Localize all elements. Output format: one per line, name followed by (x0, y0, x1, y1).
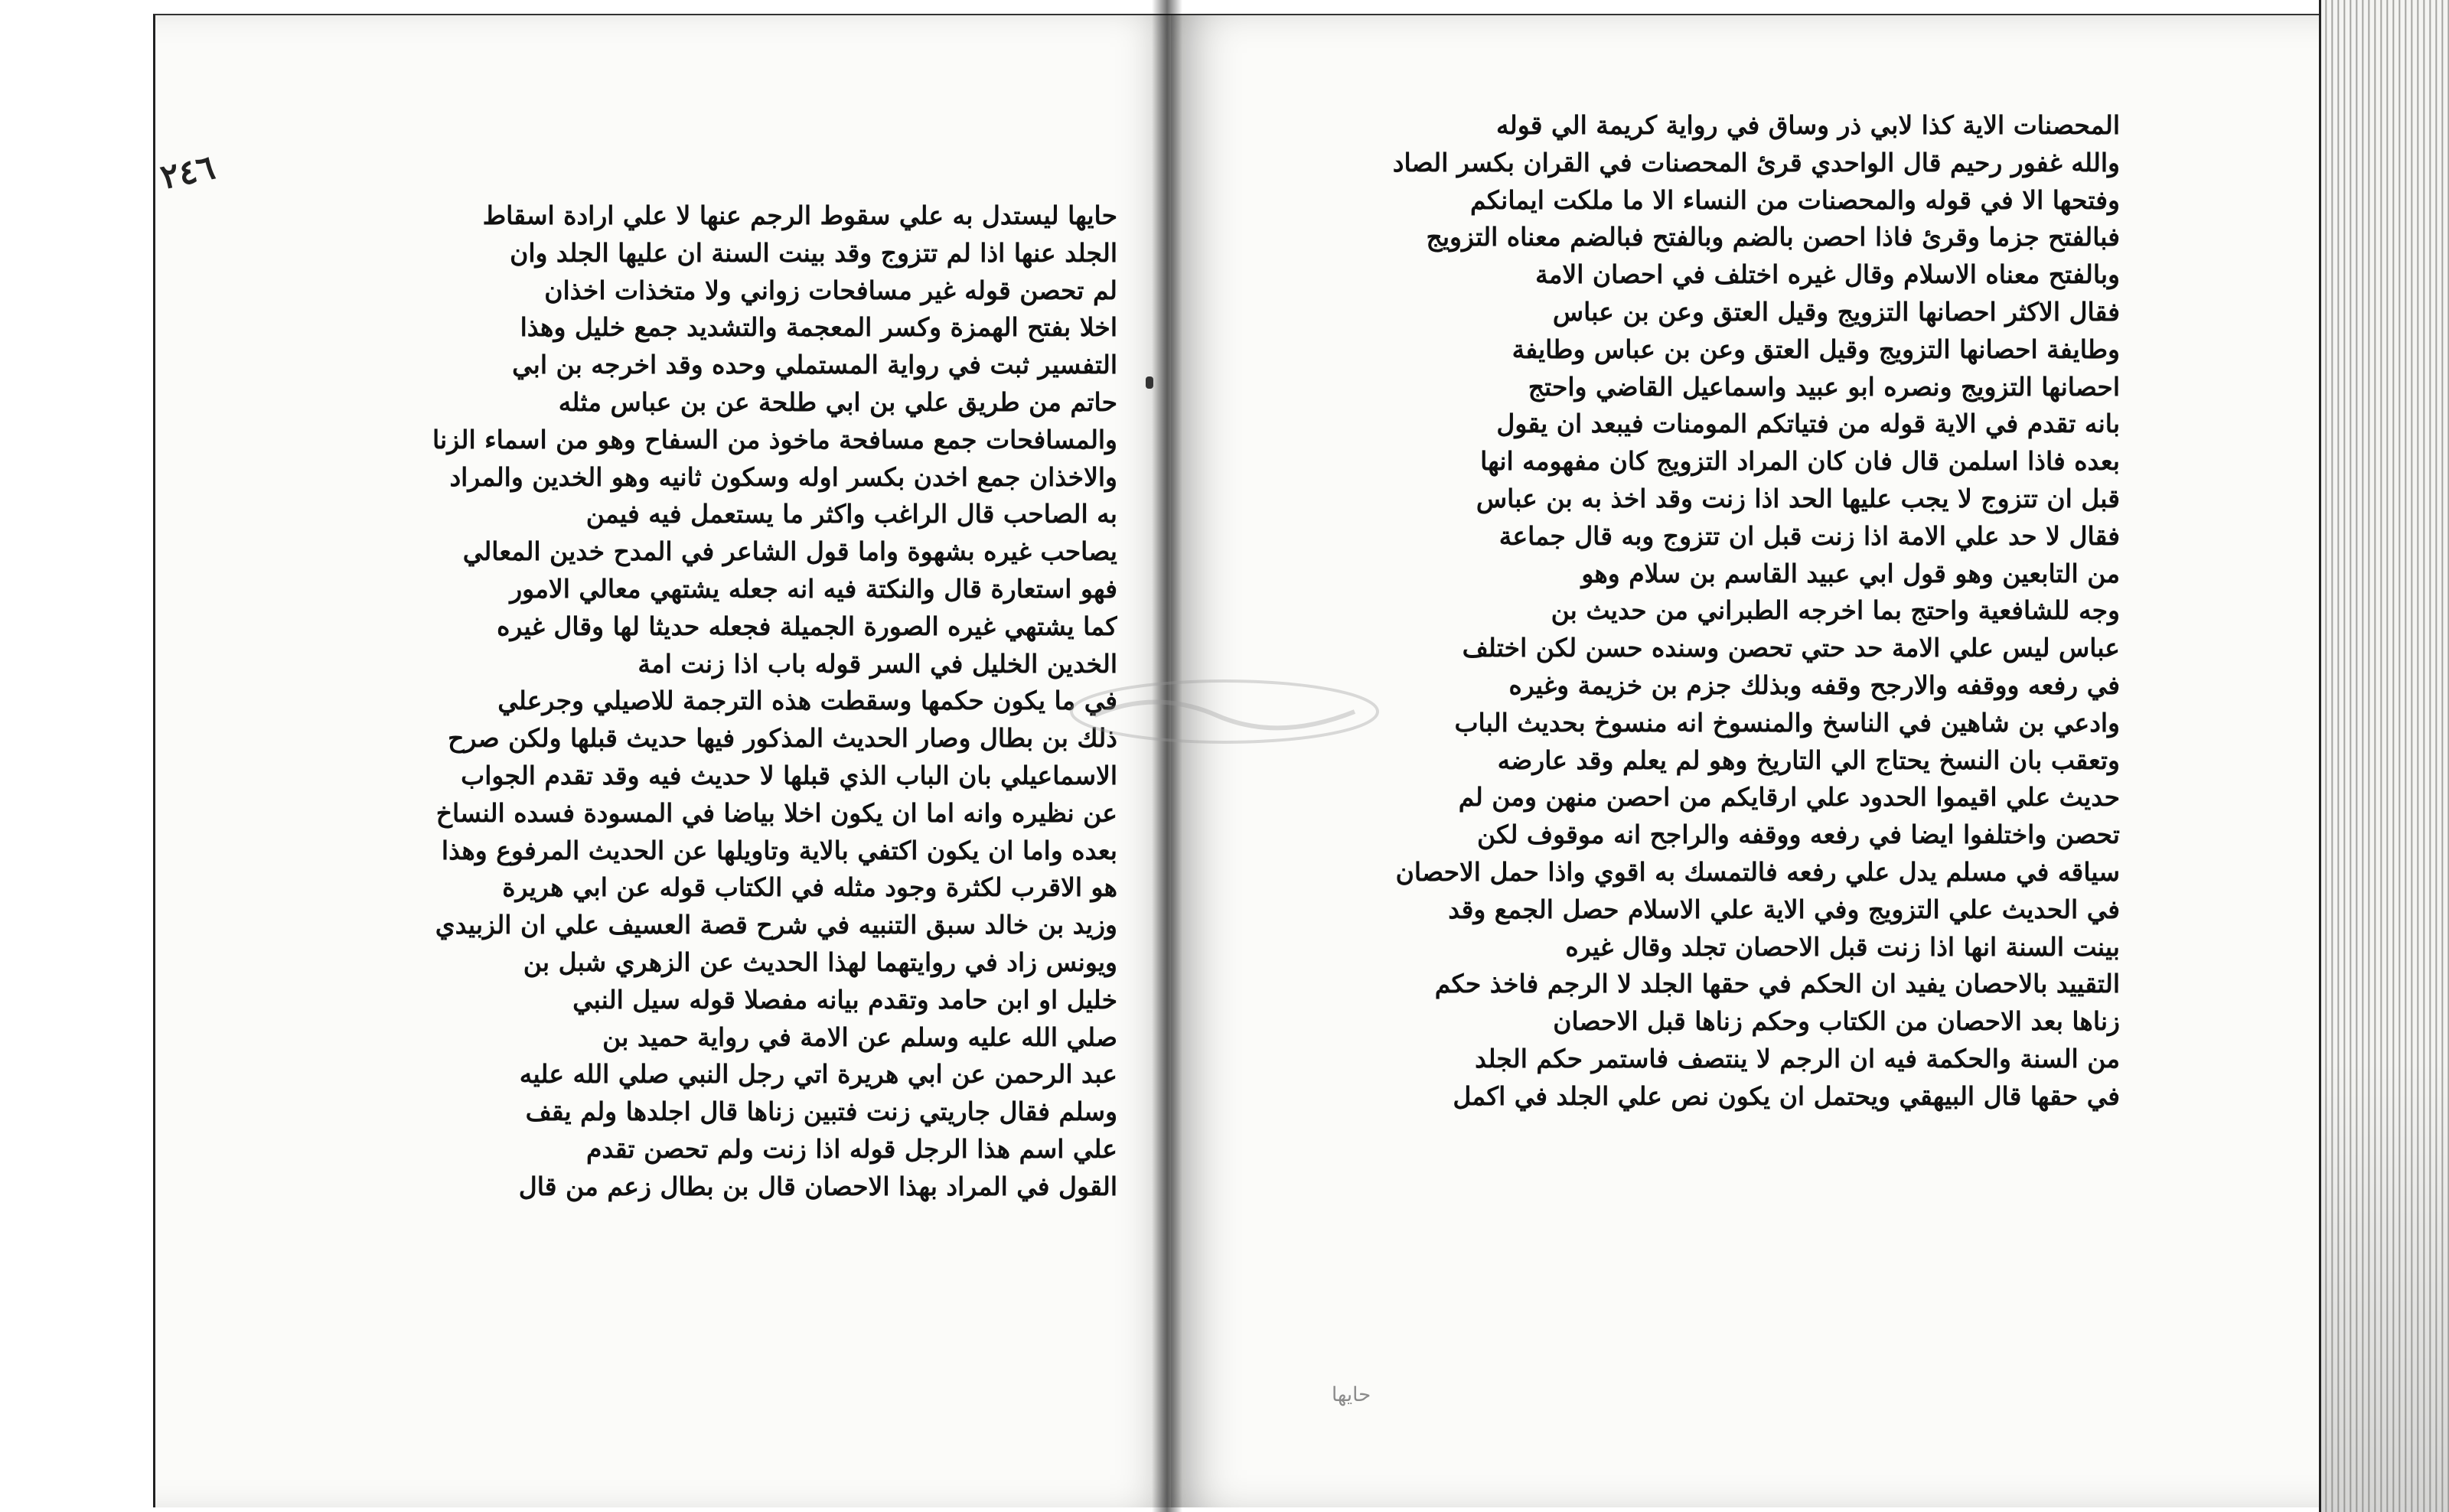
right-page-line: والله غفور رحيم قال الواحدي قرئ المحصنات في القران بكسر الصاد (1392, 147, 2120, 178)
left-page-line: في ما يكون حكمها وسقطت هذه الترجمة للاصيلي وجرعلي (497, 686, 1117, 716)
left-page-line: ذلك بن بطال وصار الحديث المذكور فيها حديث قبلها ولكن صرح (448, 723, 1117, 754)
left-page-line: التفسير ثبت في رواية المستملي وحده وقد اخرجه بن ابي (512, 350, 1117, 380)
right-page-line: في حقها قال البيهقي ويحتمل ان يكون نص علي الجلد في اكمل (1453, 1080, 2120, 1111)
left-page-line: حايها ليستدل به علي سقوط الرجم عنها لا علي ارادة اسقاط (482, 200, 1117, 230)
right-page-line: بانه تقدم في الاية قوله من فتياتكم المومنات فيبعد ان يقول (1496, 409, 2120, 439)
left-page-line: عن نظيره وانه اما ان يكون اخلا بياضا في المسودة فسده النساخ (435, 797, 1117, 828)
right-page-line: وفتحها الا في قوله والمحصنات من النساء الا ما ملكت ايمانكم (1470, 184, 2120, 215)
binding-thread (1146, 376, 1153, 389)
left-page-line: خليل او ابن حامد وتقدم بيانه مفصلا قوله سيل النبي (572, 984, 1117, 1015)
right-page-line: المحصنات الاية كذا لابي ذر وساق في رواية كريمة الي قوله (1495, 110, 2120, 140)
right-page-line: عباس ليس علي الامة حد حتي تحصن وسنده حسن لكن اختلف (1462, 633, 2120, 663)
right-page-line: سياقه في مسلم يدل علي رفعه فالتمسك به اقوي واذا حمل الاحصان (1395, 856, 2120, 887)
right-page-line: فقال الاكثر احصانها التزويج وقيل العتق وعن بن عباس (1552, 296, 2120, 327)
left-page-line: لم تحصن قوله غير مسافحات زواني ولا متخذات اخذان (544, 275, 1117, 305)
right-page-line: زناها بعد الاحصان من الكتاب وحكم زناها قبل الاحصان (1553, 1006, 2120, 1037)
right-page-line: حديث علي اقيموا الحدود علي ارقايكم من احصن منهن ومن لم (1458, 782, 2120, 813)
right-page-line: في الحديث علي التزويج وفي الاية علي الاسلام حصل الجمع وقد (1448, 894, 2120, 924)
right-page-line: وبالفتح معناه الاسلام وقال غيره اختلف في احصان الامة (1535, 259, 2120, 290)
library-stamp-watermark (1064, 673, 1385, 750)
left-page-text (314, 197, 1117, 1206)
left-page-line: القول في المراد بهذا الاحصان قال بن بطال زعم من قال (518, 1171, 1117, 1201)
left-page-line: والمسافحات جمع مسافحة ماخوذ من السفاح وهو من اسماء الزنا (432, 424, 1117, 455)
left-page-line: كما يشتهي غيره الصورة الجميلة فجعله حديثا لها وقال غيره (497, 611, 1117, 641)
left-page-line: الخدين الخليل في السر قوله باب اذا زنت امة (638, 648, 1117, 679)
left-page-line: عبد الرحمن عن ابي هريرة اتي رجل النبي صلي الله عليه (519, 1059, 1117, 1090)
right-page-line: فقال لا حد علي الامة اذا زنت قبل ان تتزوج وبه قال جماعة (1498, 520, 2120, 551)
left-page-line: صلي الله عليه وسلم عن الامة في رواية حميد بن (602, 1022, 1117, 1052)
left-page-line: اخلا بفتح الهمزة وكسر المعجمة والتشديد جمع خليل وهذا (520, 312, 1117, 343)
right-page-line: التقييد بالاحصان يفيد ان الحكم في حقها الجلد لا الرجم فاخذ حكم (1434, 969, 2120, 999)
left-page-line: وسلم فقال جاريتي زنت فتبين زناها قال اجلدها ولم يقف (525, 1097, 1117, 1127)
left-page-line: هو الاقرب لكثرة وجود مثله في الكتاب قوله عن ابي هريرة (502, 872, 1117, 903)
right-page-line: في رفعه ووقفه والارجح وقفه وبذلك جزم بن خزيمة وغيره (1508, 670, 2120, 700)
right-page-line: من التابعين وهو قول ابي عبيد القاسم بن سلام وهو (1581, 558, 2120, 588)
left-page-line: بعده واما ان يكون اكتفي بالاية وتاويلها عن الحديث المرفوع وهذا (441, 835, 1117, 865)
right-page-text (1224, 107, 2120, 1116)
right-page-line: بينت السنة انها اذا زنت قبل الاحصان تجلد وقال غيره (1565, 931, 2120, 962)
left-page-line: وزيد بن خالد سبق التنبيه في شرح قصة العسيف علي ان الزبيدي (435, 910, 1117, 940)
right-page-line: وطايفة احصانها التزويج وقيل العتق وعن بن عباس وطايفة (1511, 334, 2120, 364)
right-page-line: فبالفتح جزما وقرئ فاذا احصن بالضم وبالفتح فبالضم معناه التزويج (1426, 222, 2120, 253)
right-page-line: وجه للشافعية واحتج بما اخرجه الطبراني من حديث بن (1551, 595, 2120, 626)
left-page-line: الجلد عنها اذا لم تتزوج وقد بينت السنة ان عليها الجلد وان (510, 237, 1117, 268)
right-page-line: بعده فاذا اسلمن قال فان كان المراد التزويج كان مفهومه انها (1480, 446, 2120, 477)
right-page-line: قبل ان تتزوج لا يجب عليها الحد اذا زنت وقد اخذ به بن عباس (1476, 483, 2120, 513)
right-page-line: احصانها التزويج ونصره ابو عبيد واسماعيل القاضي واحتج (1528, 371, 2120, 402)
left-page-line: الاسماعيلي بان الباب الذي قبلها لا حديث فيه وقد تقدم الجواب (461, 760, 1117, 790)
left-page-line: به الصاحب قال الراغب واكثر ما يستعمل فيه فيمن (585, 499, 1117, 530)
left-page-line: ويونس زاد في روايتهما لهذا الحديث عن الزهري شبل بن (523, 947, 1117, 977)
catchword: حايها (1332, 1383, 1371, 1406)
right-page-line: تحصن واختلفوا ايضا في رفعه ووقفه والراجح انه موقوف لكن (1476, 820, 2120, 850)
left-page-line: حاتم من طريق علي بن ابي طلحة عن بن عباس مثله (558, 386, 1117, 417)
left-page-line: يصاحب غيره بشهوة واما قول الشاعر في المدح خدين المعالي (462, 536, 1117, 567)
left-page-line: فهو استعارة قال والنكتة فيه انه جعله يشتهي معالي الامور (510, 573, 1117, 604)
page-edges (2319, 0, 2449, 1512)
left-page-line: والاخذان جمع اخدن بكسر اوله وسكون ثانيه وهو الخدين والمراد (449, 461, 1117, 492)
right-page-line: من السنة والحكمة فيه ان الرجم لا ينتصف فاستمر حكم الجلد (1475, 1043, 2120, 1074)
right-page-line: وادعي بن شاهين في الناسخ والمنسوخ انه منسوخ بحديث الباب (1454, 707, 2120, 738)
book-gutter (1152, 0, 1182, 1512)
left-page-line: علي اسم هذا الرجل قوله اذا زنت ولم تحصن تقدم (586, 1133, 1117, 1164)
right-page-line: وتعقب بان النسخ يحتاج الي التاريخ وهو لم يعلم وقد عارضه (1497, 745, 2120, 775)
page-number: ٢٤٦ (157, 148, 219, 197)
